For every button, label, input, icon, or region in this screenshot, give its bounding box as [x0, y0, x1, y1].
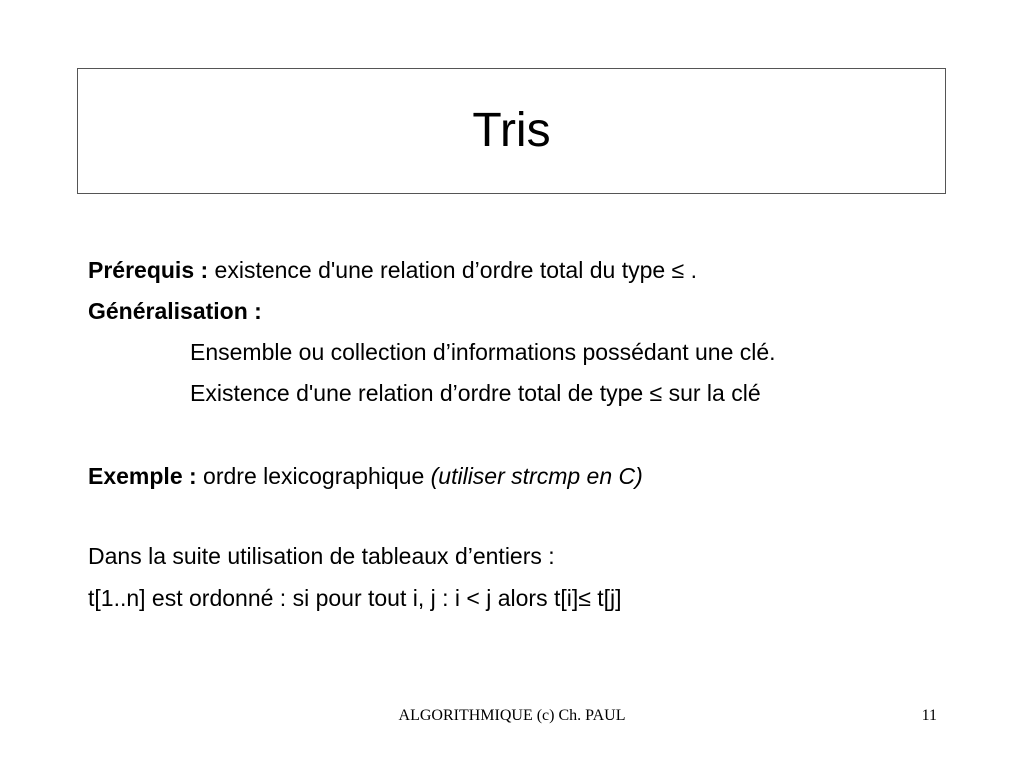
exemple-note: (utiliser strcmp en C)	[430, 463, 643, 489]
exemple-line	[88, 465, 643, 488]
slide-title: Tris	[472, 104, 551, 157]
generalisation-label: Généralisation :	[88, 298, 262, 324]
generalisation-item-2: Existence d'une relation d’ordre total de type ≤ sur la clé	[190, 380, 761, 406]
exemple-text: ordre lexicographique	[196, 463, 431, 489]
prerequis-label: Prérequis :	[88, 257, 209, 283]
prerequis-line	[88, 259, 697, 282]
footer-author: ALGORITHMIQUE (c) Ch. PAUL	[398, 707, 626, 724]
prerequis-text: existence d'une relation d’ordre total du type ≤ .	[208, 257, 697, 283]
page-number: 11	[921, 707, 937, 724]
exemple-label: Exemple :	[88, 463, 197, 489]
generalisation-item-1: Ensemble ou collection d’informations possédant une clé.	[190, 339, 776, 365]
suite-line: Dans la suite utilisation de tableaux d’entiers :	[88, 543, 555, 569]
slide-title-box	[77, 68, 946, 194]
definition-line: t[1..n] est ordonné : si pour tout i, j : i < j alors t[i]≤ t[j]	[88, 585, 622, 611]
